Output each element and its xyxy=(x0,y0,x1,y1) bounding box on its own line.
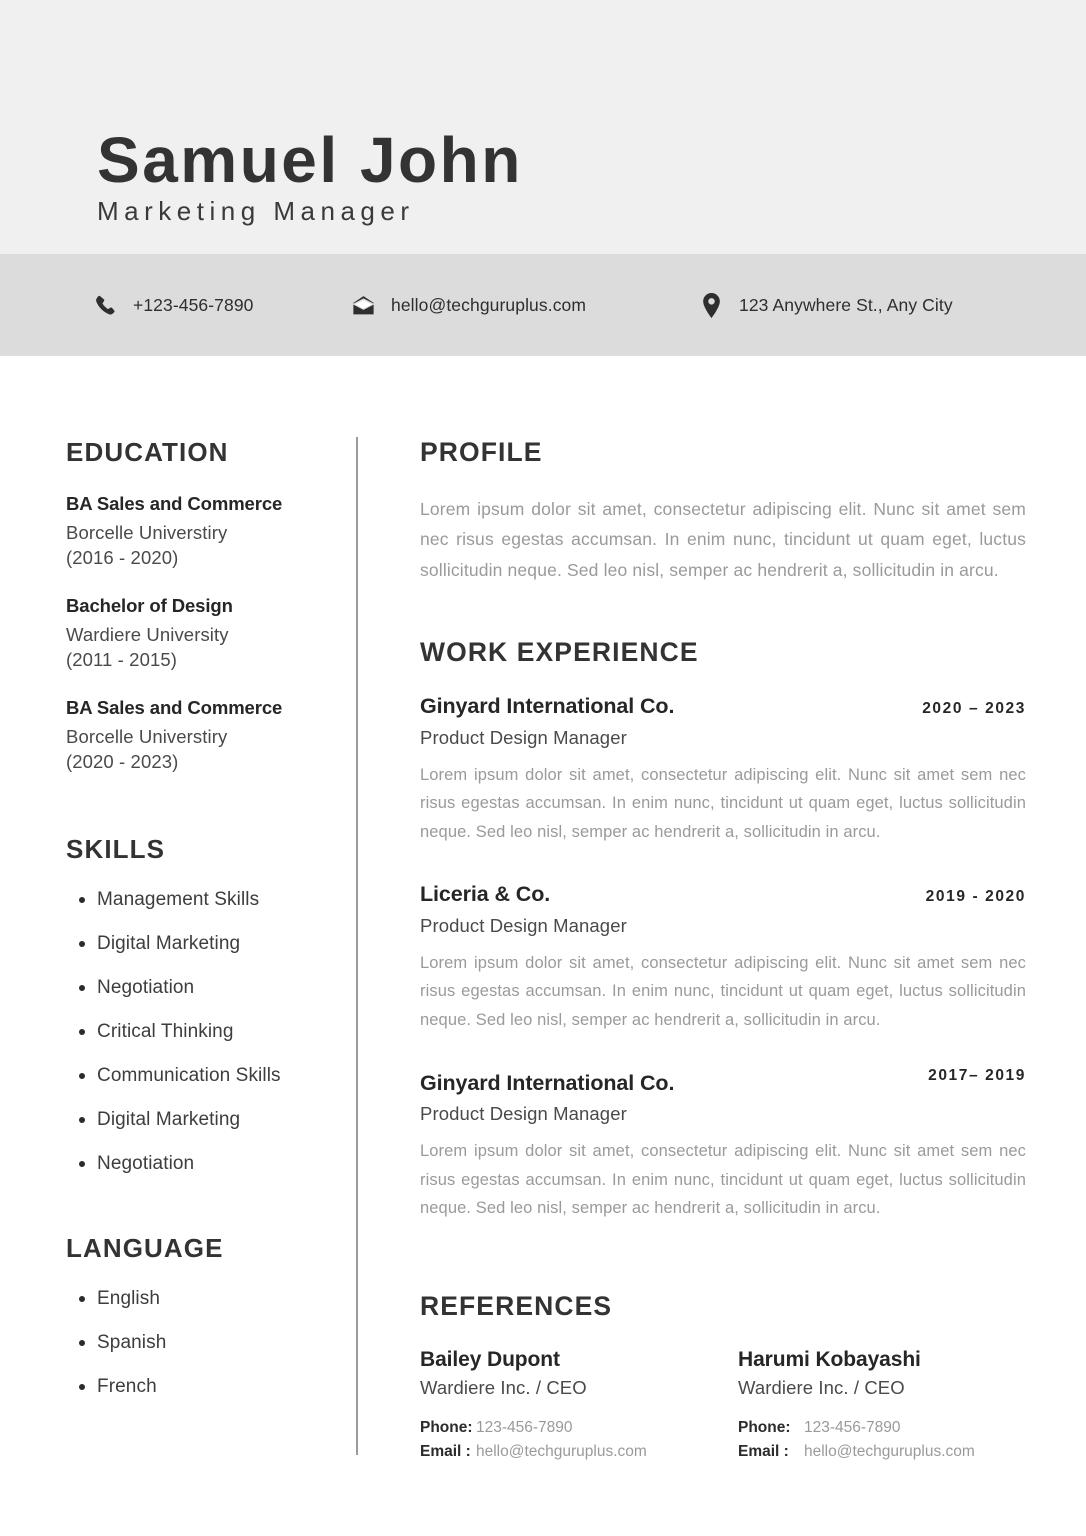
references-grid xyxy=(420,1347,1026,1463)
job-company: Liceria & Co. xyxy=(420,882,551,907)
list-item: Negotiation xyxy=(66,978,356,997)
job-description: Lorem ipsum dolor sit amet, consectetur adipiscing elit. Nunc sit amet sem nec risus egestas accumsan. In enim nunc, tincidunt ut quam eget, luctus sollicitudin neque. Sed leo nisl, semper ac hendrerit a, sollicitudin in arcu. xyxy=(420,953,1026,1029)
spacer xyxy=(420,1259,1026,1293)
reference-email-label: Email : xyxy=(738,1442,789,1460)
job-role: Product Design Manager xyxy=(420,914,627,936)
profile-heading: PROFILE xyxy=(420,437,543,467)
skills-section xyxy=(66,836,356,1173)
reference-email-row xyxy=(738,1440,1056,1464)
contact-item-email[interactable] xyxy=(350,291,698,319)
education-item xyxy=(66,493,356,570)
education-item xyxy=(66,595,356,672)
contact-item-phone[interactable] xyxy=(92,291,350,319)
job-entry xyxy=(420,882,1026,1034)
job-dates: 2020 – 2023 xyxy=(922,699,1026,717)
contact-email-text: hello@techguruplus.com xyxy=(391,294,587,315)
reference-phone-row xyxy=(738,1416,1056,1440)
reference-card xyxy=(420,1347,738,1463)
contact-phone-text: +123-456-7890 xyxy=(133,294,254,315)
references-section xyxy=(420,1290,1026,1464)
header-band xyxy=(0,0,1086,254)
job-header xyxy=(420,1066,1026,1096)
list-item: Communication Skills xyxy=(66,1066,356,1085)
reference-phone-label: Phone: xyxy=(420,1418,473,1436)
left-column xyxy=(66,439,356,1464)
list-item: English xyxy=(66,1289,356,1308)
list-item: Spanish xyxy=(66,1333,356,1352)
references-heading: REFERENCES xyxy=(420,1290,613,1321)
job-company: Ginyard International Co. xyxy=(420,693,675,718)
education-school: Borcelle Universtiry xyxy=(66,522,228,544)
location-pin-icon xyxy=(698,291,724,319)
reference-phone-row xyxy=(420,1416,738,1440)
education-years: (2020 - 2023) xyxy=(66,750,179,772)
job-dates: 2017– 2019 xyxy=(928,1066,1026,1084)
profile-text: Lorem ipsum dolor sit amet, consectetur adipiscing elit. Nunc sit amet sem nec risus egestas accumsan. In enim nunc, tincidunt ut quam eget, luctus sollicitudin neque. Sed leo nisl, semper ac hendrerit a, sollicitudin in arcu. xyxy=(420,498,1026,581)
job-header xyxy=(420,882,1026,907)
job-title-subtitle: Marketing Manager xyxy=(97,196,415,226)
education-degree: Bachelor of Design xyxy=(66,595,233,616)
reference-name: Bailey Dupont xyxy=(420,1348,560,1372)
job-description: Lorem ipsum dolor sit amet, consectetur adipiscing elit. Nunc sit amet sem nec risus egestas accumsan. In enim nunc, tincidunt ut quam eget, luctus sollicitudin neque. Sed leo nisl, semper ac hendrerit a, sollicitudin in arcu. xyxy=(420,1142,1026,1218)
right-column xyxy=(420,439,1026,1464)
skills-list xyxy=(66,890,356,1173)
spacer xyxy=(66,1173,356,1235)
language-section xyxy=(66,1235,356,1396)
job-header xyxy=(420,694,1026,719)
language-list xyxy=(66,1289,356,1396)
list-item: Negotiation xyxy=(66,1154,356,1173)
reference-role: Wardiere Inc. / CEO xyxy=(420,1376,587,1398)
profile-section xyxy=(420,439,1026,586)
job-entry xyxy=(420,694,1026,846)
education-degree: BA Sales and Commerce xyxy=(66,493,283,514)
phone-icon xyxy=(92,291,118,319)
page-title: Samuel John xyxy=(97,124,523,196)
job-dates: 2019 - 2020 xyxy=(925,888,1026,906)
contact-address-text: 123 Anywhere St., Any City xyxy=(739,294,953,315)
reference-card xyxy=(738,1347,1056,1463)
list-item: Management Skills xyxy=(66,890,356,909)
resume-body xyxy=(0,356,1086,1464)
work-experience-heading: WORK EXPERIENCE xyxy=(420,637,699,668)
reference-role: Wardiere Inc. / CEO xyxy=(738,1376,905,1398)
reference-email-row xyxy=(420,1440,738,1464)
list-item: Digital Marketing xyxy=(66,1110,356,1129)
contact-bar xyxy=(0,254,1086,356)
education-section xyxy=(66,439,356,774)
education-heading: EDUCATION xyxy=(66,437,229,467)
work-experience-section xyxy=(420,639,1026,1222)
envelope-icon xyxy=(350,291,376,319)
education-school: Borcelle Universtiry xyxy=(66,726,228,748)
spacer xyxy=(66,774,356,836)
education-degree: BA Sales and Commerce xyxy=(66,697,283,718)
contact-item-address[interactable] xyxy=(698,291,953,319)
job-company: Ginyard International Co. xyxy=(420,1070,675,1095)
spacer xyxy=(420,586,1026,639)
reference-email-value: hello@techguruplus.com xyxy=(804,1442,975,1460)
education-years: (2016 - 2020) xyxy=(66,546,179,568)
column-divider xyxy=(356,437,358,1455)
skills-heading: SKILLS xyxy=(66,834,166,864)
list-item: Critical Thinking xyxy=(66,1022,356,1041)
reference-phone-value: 123-456-7890 xyxy=(804,1418,901,1436)
job-role: Product Design Manager xyxy=(420,726,627,748)
reference-name: Harumi Kobayashi xyxy=(738,1348,921,1372)
job-description: Lorem ipsum dolor sit amet, consectetur adipiscing elit. Nunc sit amet sem nec risus egestas accumsan. In enim nunc, tincidunt ut quam eget, luctus sollicitudin neque. Sed leo nisl, semper ac hendrerit a, sollicitudin in arcu. xyxy=(420,765,1026,841)
reference-email-label: Email : xyxy=(420,1442,471,1460)
job-entry xyxy=(420,1066,1026,1223)
education-years: (2011 - 2015) xyxy=(66,648,177,670)
list-item: French xyxy=(66,1377,356,1396)
list-item: Digital Marketing xyxy=(66,934,356,953)
reference-email-value: hello@techguruplus.com xyxy=(476,1442,647,1460)
education-item xyxy=(66,697,356,774)
education-school: Wardiere University xyxy=(66,624,229,646)
language-heading: LANGUAGE xyxy=(66,1233,224,1263)
reference-phone-value: 123-456-7890 xyxy=(476,1418,573,1436)
reference-phone-label: Phone: xyxy=(738,1418,791,1436)
job-role: Product Design Manager xyxy=(420,1103,627,1125)
